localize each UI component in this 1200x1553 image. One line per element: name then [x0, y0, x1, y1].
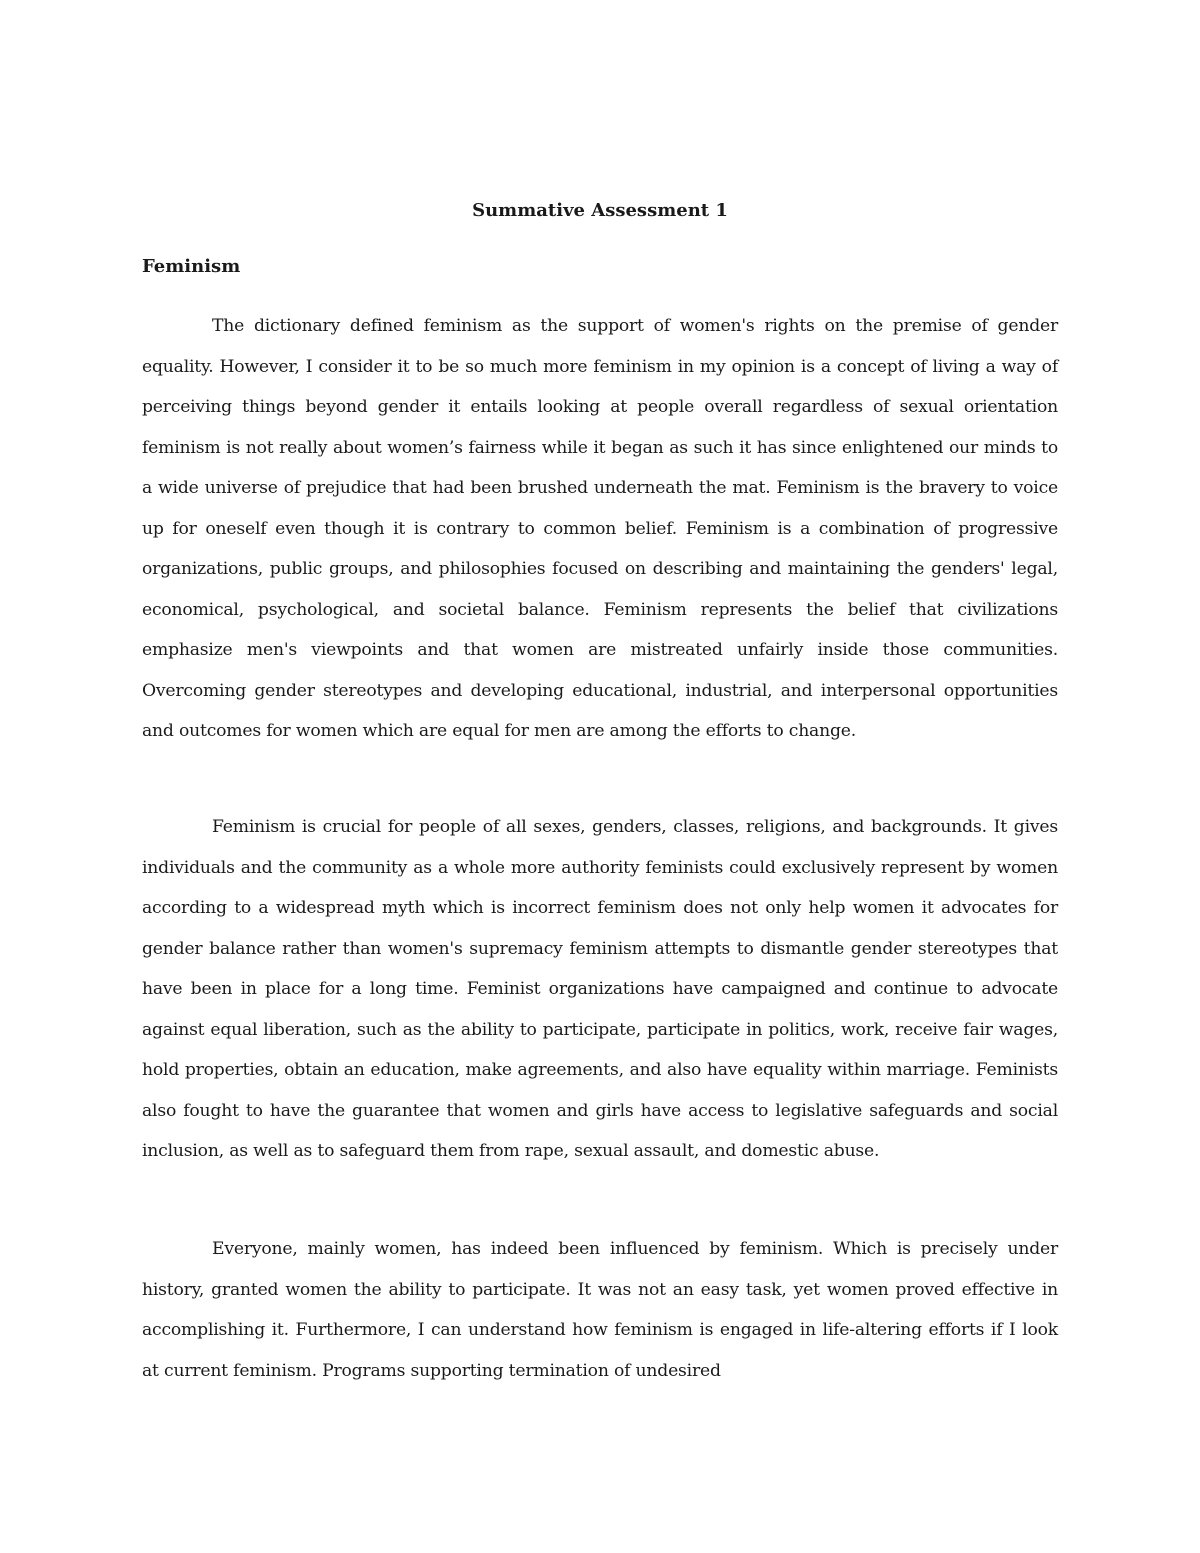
body-paragraph-3: Everyone, mainly women, has indeed been influenced by feminism. Which is precisely under history, granted women the ability to participate. It was not an easy task, yet women proved effective in accomplishing it. Furthermore, I can understand how feminism is engaged in life-altering efforts if I look at current feminism. Programs supporting termination of undesired: [142, 1239, 1058, 1381]
section-heading: Feminism: [142, 256, 241, 277]
body-paragraph-2: Feminism is crucial for people of all sexes, genders, classes, religions, and backgrounds. It gives individuals and the community as a whole more authority feminists could exclusively represent by women according to a widespread myth which is incorrect feminism does not only help women it advocates for gender balance rather than women's supremacy feminism attempts to dismantle gender stereotypes that have been in place for a long time. Feminist organizations have campaigned and continue to advocate against equal liberation, such as the ability to participate, participate in politics, work, receive fair wages, hold properties, obtain an education, make agreements, and also have equality within marriage. Feminists also fought to have the guarantee that women and girls have access to legislative safeguards and social inclusion, as well as to safeguard them from rape, sexual assault, and domestic abuse.: [142, 817, 1058, 1161]
document-title: Summative Assessment 1: [472, 200, 728, 221]
body-paragraph-1: The dictionary defined feminism as the support of women's rights on the premise of gender equality. However, I consider it to be so much more feminism in my opinion is a concept of living a way of perceiving things beyond gender it entails looking at people overall regardless of sexual orientation feminism is not really about women’s fairness while it began as such it has since enlightened our minds to a wide universe of prejudice that had been brushed underneath the mat. Feminism is the bravery to voice up for oneself even though it is contrary to common belief. Feminism is a combination of progressive organizations, public groups, and philosophies focused on describing and maintaining the genders' legal, economical, psychological, and societal balance. Feminism represents the belief that civilizations emphasize men's viewpoints and that women are mistreated unfairly inside those communities. Overcoming gender stereotypes and developing educational, industrial, and interpersonal opportunities and outcomes for women which are equal for men are among the efforts to change.: [142, 316, 1058, 741]
